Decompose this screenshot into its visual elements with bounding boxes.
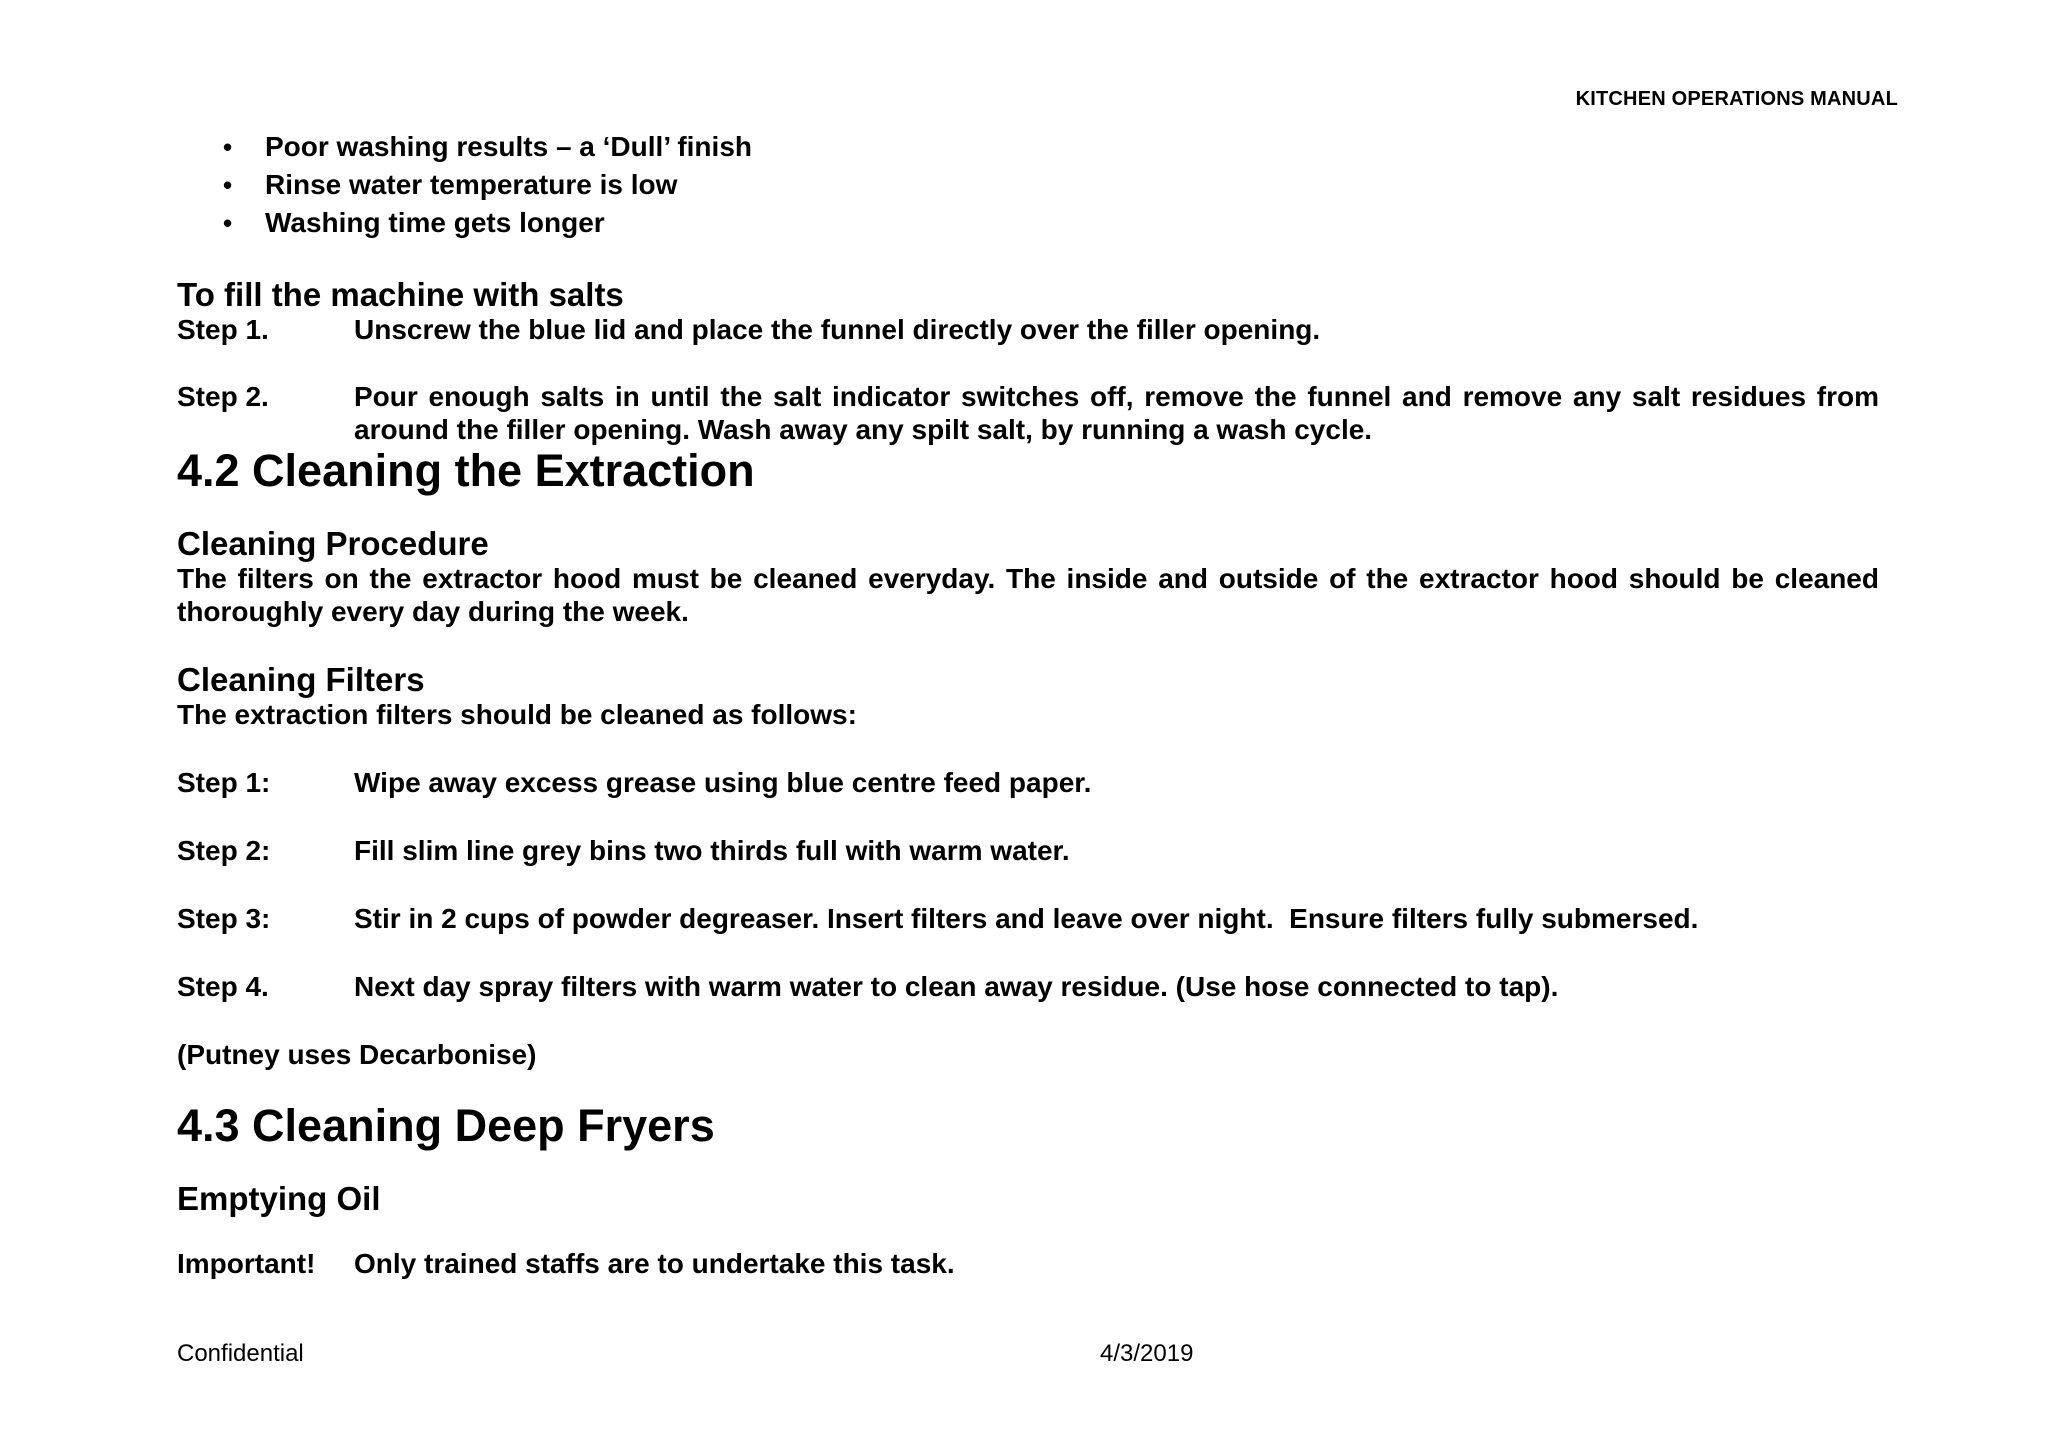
emptying-oil-heading: Emptying Oil [177, 1180, 381, 1217]
step-label: Step 2: [177, 835, 271, 866]
section-heading-fryers: 4.3 Cleaning Deep Fryers [177, 1100, 715, 1151]
procedure-text: The filters on the extractor hood must be cleaned everyday. The inside and outside of the extractor hood should be cleaned thoroughly every day during the week. [177, 563, 1879, 627]
running-header: KITCHEN OPERATIONS MANUAL [1575, 88, 1898, 110]
list-item: • Poor washing results – a ‘Dull’ finish [223, 128, 1879, 166]
step-label: Step 1. [177, 314, 269, 345]
filters-heading: Cleaning Filters [177, 661, 425, 698]
filter-step-1 [177, 766, 1879, 799]
section-heading-extraction: 4.2 Cleaning the Extraction [177, 445, 755, 496]
step-text: Stir in 2 cups of powder degreaser. Insert filters and leave over night. Ensure filters fully submersed. [354, 903, 1699, 934]
important-label: Important! [177, 1248, 316, 1279]
page-content [177, 128, 1879, 1280]
list-item: • Rinse water temperature is low [223, 166, 1879, 204]
step-text: Wipe away excess grease using blue centre feed paper. [354, 767, 1092, 798]
filter-step-3 [177, 902, 1879, 935]
step-text: Unscrew the blue lid and place the funnel directly over the filler opening. [354, 314, 1321, 345]
filter-step-2 [177, 834, 1879, 867]
list-item: • Washing time gets longer [223, 204, 1879, 242]
putney-note: (Putney uses Decarbonise) [177, 1039, 537, 1070]
salts-heading: To fill the machine with salts [177, 276, 624, 313]
footer-confidential: Confidential [177, 1340, 304, 1367]
step-text: Fill slim line grey bins two thirds full with warm water. [354, 835, 1070, 866]
filter-step-4 [177, 970, 1879, 1003]
filters-intro: The extraction filters should be cleaned as follows: [177, 699, 857, 730]
step-text: Pour enough salts in until the salt indicator switches off, remove the funnel and remove any salt residues from around the filler opening. Wash away any spilt salt, by running a wash cycle. [354, 381, 1879, 445]
step-label: Step 2. [177, 381, 269, 412]
important-note [177, 1247, 1879, 1280]
step-text: Next day spray filters with warm water to clean away residue. (Use hose connected to tap). [354, 971, 1559, 1002]
salt-step-2 [177, 380, 1879, 446]
step-label: Step 3: [177, 903, 271, 934]
important-text: Only trained staffs are to undertake this task. [354, 1248, 955, 1279]
step-label: Step 1: [177, 767, 271, 798]
step-label: Step 4. [177, 971, 269, 1002]
procedure-heading: Cleaning Procedure [177, 525, 489, 562]
symptom-list [177, 128, 1879, 242]
salt-step-1 [177, 313, 1879, 346]
footer-date: 4/3/2019 [1100, 1340, 1194, 1367]
